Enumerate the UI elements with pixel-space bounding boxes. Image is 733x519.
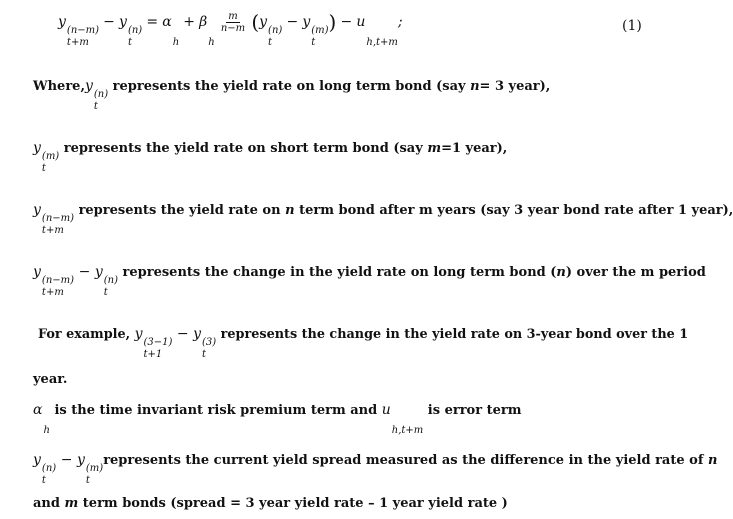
- l8-text: represents the current yield spread measured as the difference in the yield rate of: [103, 453, 704, 468]
- eq-y2: y: [119, 14, 127, 30]
- l4-minus: −: [78, 264, 91, 280]
- eq-minus3: −: [340, 14, 353, 30]
- equation-number: (1): [622, 18, 642, 34]
- l7-alpha: α: [33, 402, 43, 418]
- eq-minus1: −: [103, 14, 115, 30]
- l8-minus: −: [60, 452, 73, 468]
- l5-y1: y: [134, 326, 143, 342]
- eq-y2-sub: t: [127, 37, 132, 49]
- eq-alpha: α: [162, 14, 172, 30]
- l8-y1-sup: (n): [41, 463, 57, 475]
- l5-y2-sup: (3): [202, 337, 217, 349]
- l1-y: y: [84, 78, 93, 94]
- equation: [58, 10, 403, 48]
- l8-y2: y: [76, 452, 85, 468]
- eq-frac-den: n−m: [220, 23, 246, 34]
- eq-plus: +: [183, 14, 196, 30]
- l7-text-a: is the time invariant risk premium term and: [54, 403, 378, 418]
- eq-rparen: ): [328, 10, 337, 34]
- l2-y-sub: t: [41, 163, 46, 175]
- l9-text-a: and: [33, 496, 60, 511]
- l1-n: n: [470, 79, 480, 94]
- l3-text-a: represents the yield rate on: [78, 203, 281, 218]
- eq-y3-sup: (n): [268, 25, 283, 37]
- eq-minus2: −: [286, 14, 299, 30]
- definition-change: [33, 264, 706, 298]
- l4-y1: y: [33, 264, 41, 280]
- l5-text-a: For example,: [38, 327, 131, 342]
- l1-y-sub: t: [93, 101, 98, 113]
- l5-y2: y: [193, 326, 202, 342]
- example-line: [38, 326, 688, 360]
- l7-text-b: is error term: [427, 403, 522, 418]
- l3-y-sub: t+m: [41, 225, 64, 237]
- l7-alpha-sub: h: [43, 425, 50, 437]
- definition-spread: [33, 452, 717, 486]
- l8-y2-sup: (m): [85, 463, 104, 475]
- l1-text: represents the yield rate on long term bond (say: [112, 79, 466, 94]
- l4-y1-sub: t+m: [41, 287, 64, 299]
- eq-y4: y: [302, 14, 311, 30]
- eq-u: u: [356, 14, 366, 30]
- l3-y-sup: (n−m): [41, 213, 75, 225]
- l2-y-sup: (m): [41, 151, 60, 163]
- eq-y4-sup: (m): [311, 25, 329, 37]
- eq-y1-sup: (n−m): [66, 25, 100, 37]
- l2-text: represents the yield rate on short term bond (say: [63, 141, 423, 156]
- l4-y2-sup: (n): [103, 275, 118, 287]
- l1-end: = 3 year),: [479, 79, 551, 94]
- definition-alpha-error: [33, 402, 521, 436]
- l4-n: n: [556, 265, 566, 280]
- l4-text: represents the change in the yield rate on long term bond (: [122, 265, 557, 280]
- where-prefix: Where,: [33, 79, 85, 94]
- eq-y3: y: [259, 14, 268, 30]
- l4-y2-sub: t: [103, 287, 108, 299]
- l9-text-b: term bonds (spread = 3 year yield rate – 1 year yield rate ): [82, 496, 508, 511]
- eq-y3-sub: t: [268, 37, 273, 49]
- definition-long-term: [33, 78, 550, 112]
- eq-beta: β: [199, 14, 208, 30]
- eq-semicolon: ;: [397, 14, 403, 30]
- l9-m: m: [64, 496, 79, 511]
- l3-n: n: [285, 203, 295, 218]
- l2-end: =1 year),: [441, 141, 508, 156]
- l7-u: u: [381, 402, 391, 418]
- l5-y2-sub: t: [202, 349, 207, 361]
- l4-y1-sup: (n−m): [41, 275, 75, 287]
- l5-y1-sup: (3−1): [143, 337, 173, 349]
- l3-text-b: term bond after m years (say 3 year bond rate after 1 year),: [299, 203, 733, 218]
- l4-end: ) over the m period: [565, 265, 706, 280]
- l8-y1: y: [33, 452, 41, 468]
- l7-u-sub: h,t+m: [391, 425, 424, 437]
- l5-y1-sub: t+1: [143, 349, 163, 361]
- eq-frac-num: m: [228, 11, 238, 22]
- l1-y-sup: (n): [93, 89, 109, 101]
- eq-alpha-sub: h: [172, 37, 180, 49]
- eq-lparen: (: [251, 10, 260, 34]
- definition-short-term: [33, 140, 507, 174]
- l8-y1-sub: t: [41, 475, 46, 487]
- l3-y: y: [33, 202, 41, 218]
- definition-future-rate: [33, 202, 733, 236]
- l5-minus: −: [176, 326, 189, 342]
- eq-fraction: [221, 11, 245, 34]
- example-line-end: year.: [33, 372, 68, 387]
- l8-n: n: [707, 453, 718, 468]
- l8-y2-sub: t: [85, 475, 90, 487]
- l5-text-b: represents the change in the yield rate on 3-year bond over the 1: [220, 327, 689, 342]
- eq-u-sub: h,t+m: [366, 37, 398, 49]
- eq-y1: y: [58, 14, 66, 30]
- eq-y1-sub: t+m: [66, 37, 89, 49]
- eq-beta-sub: h: [208, 37, 215, 49]
- l4-y2: y: [94, 264, 103, 280]
- l2-y: y: [33, 140, 41, 156]
- definition-spread-end: [33, 496, 508, 511]
- eq-y2-sup: (n): [127, 25, 143, 37]
- l2-m: m: [427, 141, 442, 156]
- eq-y4-sub: t: [311, 37, 316, 49]
- eq-equals: =: [146, 14, 159, 30]
